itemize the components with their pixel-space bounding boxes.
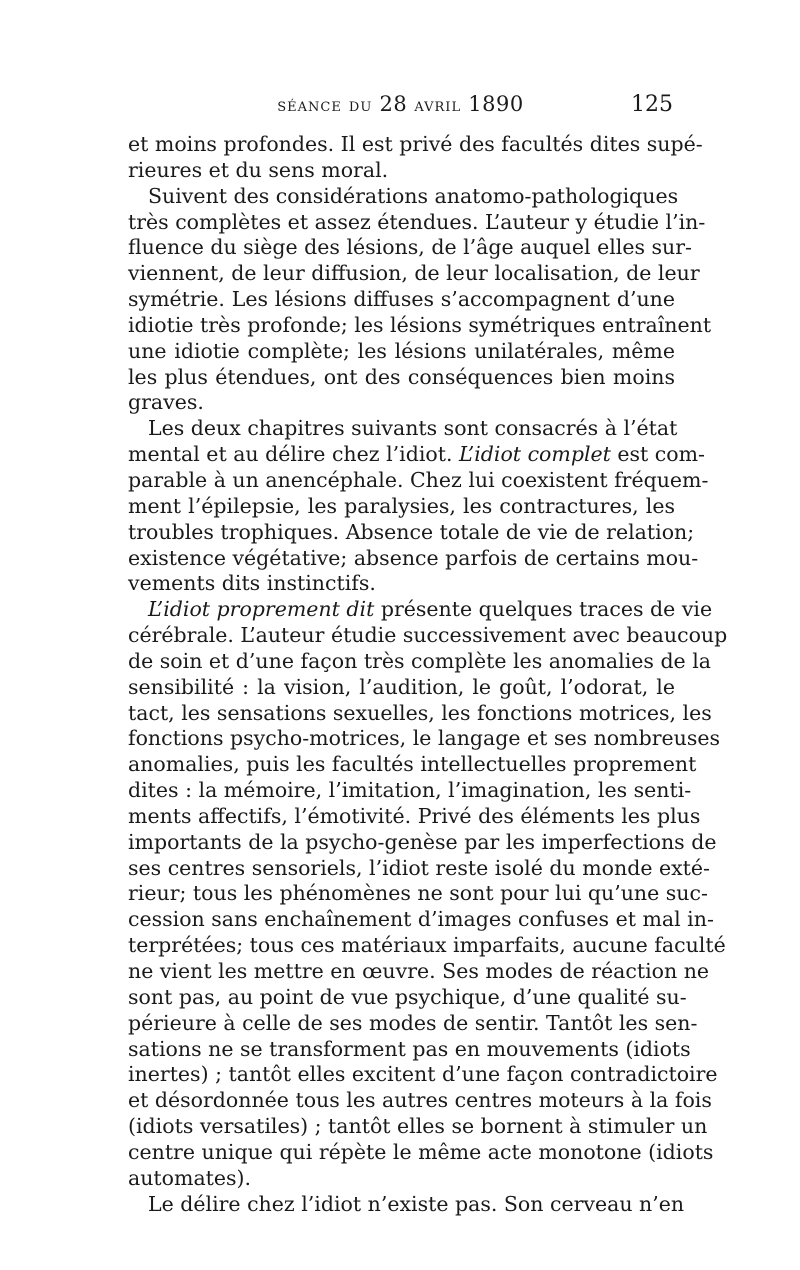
- text-line: ses centres sensoriels, l’idiot reste isolé du monde exté-: [128, 855, 710, 880]
- text-line: tact, les sensations sexuelles, les fonctions motrices, les: [128, 700, 712, 725]
- body-text: [128, 132, 728, 1217]
- text-line: symétrie. Les lésions diffuses s’accompagnent d’une: [128, 287, 675, 312]
- text-line: centre unique qui répète le même acte monotone (idiots: [128, 1139, 714, 1164]
- text-line: ment l’épilepsie, les paralysies, les contractures, les: [128, 493, 675, 518]
- paragraph-start-line: Le délire chez l’idiot n’existe pas. Son cerveau n’en: [148, 1191, 685, 1216]
- running-title-prefix: séance du: [277, 94, 373, 116]
- text-line: rieur; tous les phénomènes ne sont pour lui qu’une suc-: [128, 881, 708, 906]
- text-line: [128, 442, 705, 468]
- running-title: [128, 92, 673, 116]
- paragraph-start-line: [128, 597, 713, 623]
- text-line: cérébrale. L’auteur étudie successivement avec beaucoup: [128, 623, 728, 648]
- running-title-day: 28: [379, 92, 408, 116]
- text-line: troubles trophiques. Absence totale de vie de relation;: [128, 519, 695, 544]
- page-number: 125: [631, 92, 673, 117]
- text-line: idiotie très profonde; les lésions symétriques entraînent: [128, 312, 712, 337]
- text-line: et moins profondes. Il est privé des facultés dites supé-: [128, 132, 703, 156]
- text-line: viennent, de leur diffusion, de leur localisation, de leur: [128, 261, 700, 286]
- italic-term: L’idiot complet: [459, 442, 611, 467]
- text-line: les plus étendues, ont des conséquences bien moins: [128, 364, 675, 389]
- text-line: vements dits instinctifs.: [128, 571, 376, 596]
- line-segment: mental et au délire chez l’idiot.: [128, 442, 460, 467]
- text-line: terprétées; tous ces matériaux imparfaits, aucune faculté: [128, 933, 726, 958]
- text-line: dites : la mémoire, l’imitation, l’imagination, les senti-: [128, 778, 692, 803]
- text-line: graves.: [128, 390, 204, 415]
- running-title-month: avril: [414, 94, 462, 116]
- text-line: existence végétative; absence parfois de certains mou-: [128, 545, 699, 570]
- text-line: de soin et d’une façon très complète les anomalies de la: [128, 648, 711, 673]
- text-line: et désordonnée tous les autres centres moteurs à la fois: [128, 1088, 712, 1113]
- text-line: cession sans enchaînement d’images confuses et mal in-: [128, 907, 714, 932]
- text-line: fonctions psycho-motrices, le langage et ses nombreuses: [128, 726, 720, 751]
- text-line: sations ne se transforment pas en mouvements (idiots: [128, 1036, 691, 1061]
- paragraph-start-line: Suivent des considérations anatomo-pathologiques: [148, 183, 679, 208]
- text-line: anomalies, puis les facultés intellectuelles proprement: [128, 752, 697, 777]
- text-line: une idiotie complète; les lésions unilatérales, même: [128, 338, 675, 363]
- text-line: rieures et du sens moral.: [128, 157, 389, 182]
- text-line: périeure à celle de ses modes de sentir. Tantôt les sen-: [128, 1010, 698, 1035]
- text-line: inertes) ; tantôt elles excitent d’une façon contradictoire: [128, 1062, 718, 1087]
- running-title-year: 1890: [468, 92, 524, 116]
- text-line: très complètes et assez étendues. L’auteur y étudie l’in-: [128, 209, 706, 234]
- text-line: sensibilité : la vision, l’audition, le goût, l’odorat, le: [128, 674, 675, 699]
- text-line: ments affectifs, l’émotivité. Privé des éléments les plus: [128, 803, 701, 828]
- line-segment: est com-: [610, 442, 705, 467]
- text-line: fluence du siège des lésions, de l’âge auquel elles sur-: [128, 235, 692, 260]
- text-line: sont pas, au point de vue psychique, d’une qualité su-: [128, 984, 687, 1009]
- text-line: ne vient les mettre en œuvre. Ses modes de réaction ne: [128, 959, 710, 983]
- line-segment: présente quelques traces de vie: [374, 597, 713, 622]
- text-line: automates).: [128, 1165, 252, 1190]
- text-line: (idiots versatiles) ; tantôt elles se bornent à stimuler un: [128, 1114, 708, 1139]
- text-line: parable à un anencéphale. Chez lui coexistent fréquem-: [128, 467, 709, 492]
- running-head: [128, 92, 673, 122]
- text-line: importants de la psycho-genèse par les imperfections de: [128, 829, 717, 854]
- italic-term: L’idiot proprement dit: [148, 597, 375, 622]
- paragraph-start-line: Les deux chapitres suivants sont consacrés à l’état: [148, 416, 678, 441]
